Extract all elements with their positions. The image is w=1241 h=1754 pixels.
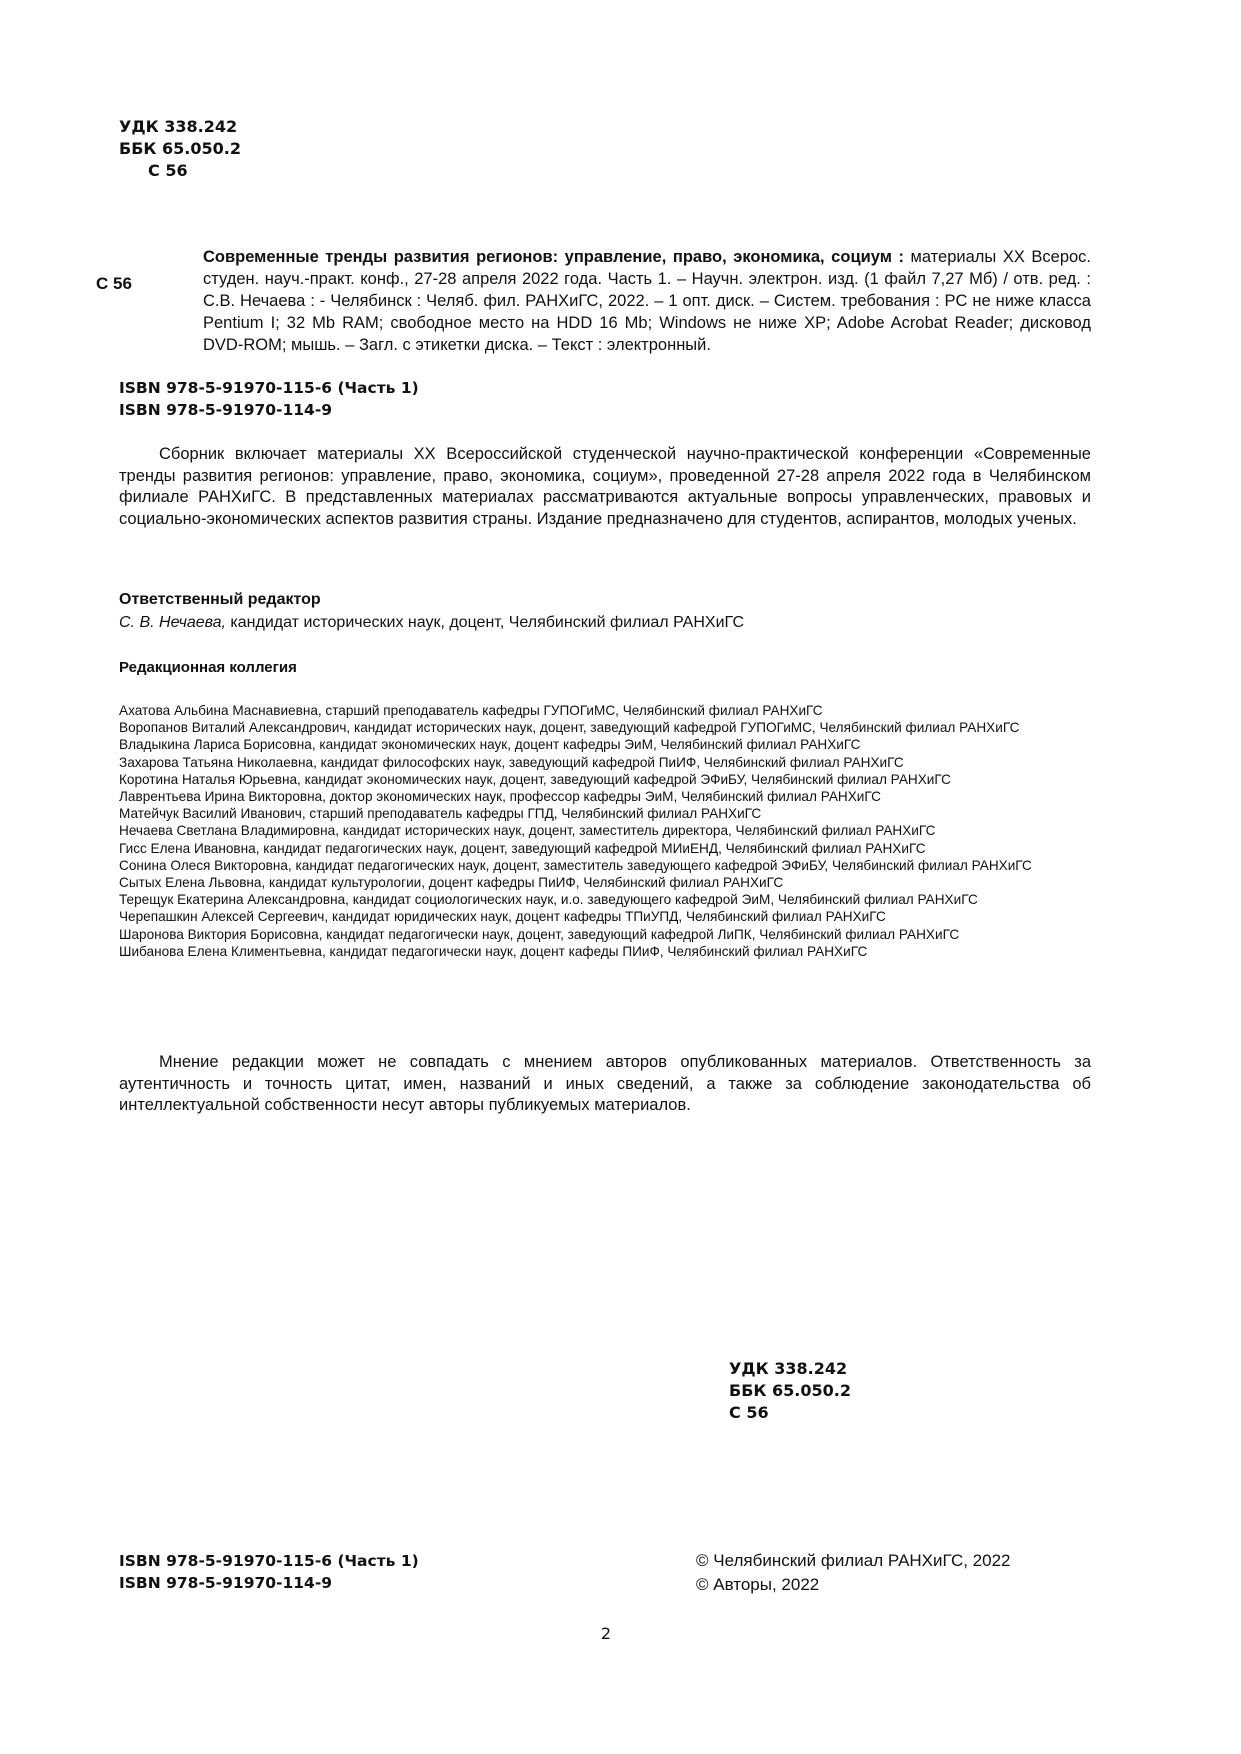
editorial-board-heading: Редакционная коллегия xyxy=(119,659,297,676)
copyright-branch: © Челябинский филиал РАНХиГС, 2022 xyxy=(696,1551,1011,1570)
disclaimer-paragraph: Мнение редакции может не совпадать с мнением авторов опубликованных материалов. Ответственность за аутентичность и точность цитат, имен, названий и иных сведений, а также за соблюдение законодательства об интеллектуальной собственности несут авторы публикуемых материалов. xyxy=(119,1053,1091,1114)
author-mark: С 56 xyxy=(148,161,188,180)
board-member: Сонина Олеся Викторовна, кандидат педагогических наук, доцент, заместитель заведующего кафедрой ЭФиБУ, Челябинский филиал РАНХиГС xyxy=(119,857,1032,873)
author-mark: С 56 xyxy=(729,1403,769,1422)
responsible-editor xyxy=(119,614,744,632)
abstract-paragraph: Сборник включает материалы XX Всероссийской студенческой научно-практической конференции «Современные тренды развития регионов: управление, право, экономика, социум», проведенной 27-28 апреля 2022 года в Челябинском филиале РАНХиГС. В представленных материалах рассматриваются актуальные вопросы управленческих, правовых и социально-экономических аспектов развития страны. Издание предназначено для студентов, аспирантов, молодых ученых. xyxy=(119,445,1091,528)
isbn-top xyxy=(119,377,419,421)
board-member: Захарова Татьяна Николаевна, кандидат философских наук, заведующий кафедрой ПиИФ, Челябинский филиал РАНХиГС xyxy=(119,754,904,770)
footer-classification xyxy=(729,1358,851,1424)
responsible-editor-heading: Ответственный редактор xyxy=(119,591,321,608)
board-member: Шибанова Елена Климентьевна, кандидат педагогически наук, доцент кафеды ПИиФ, Челябинский филиал РАНХиГС xyxy=(119,943,868,959)
bibliographic-description: материалы XX Всерос. студен. науч.-практ. конф., 27-28 апреля 2022 года. Часть 1. – Научн. электрон. изд. (1 файл 7,27 Мб) / отв. ред. : С.В. Нечаева : - Челябинск : Челяб. фил. РАНХиГС, 2022. – 1 опт. диск. – Систем. требования : PC не ниже класса Pentium I; 32 Mb RAM; свободное место на HDD 16 Mb; Windows не ниже XP; Adobe Acrobat Reader; дисковод DVD-ROM; мышь. – Загл. с этикетки диска. – Текст : электронный. xyxy=(203,248,1092,354)
isbn-part: ISBN 978-5-91970-115-6 (Часть 1) xyxy=(119,1552,419,1570)
board-member: Матейчук Василий Иванович, старший преподаватель кафедры ГПД, Челябинский филиал РАНХиГС xyxy=(119,806,762,822)
editorial-board-list xyxy=(119,702,1095,960)
board-member: Воропанов Виталий Александрович, кандидат исторических наук, доцент, заведующий кафедрой ГУПОГиМС, Челябинский филиал РАНХиГС xyxy=(119,720,1020,736)
isbn-part: ISBN 978-5-91970-115-6 (Часть 1) xyxy=(119,379,419,397)
udk-code: УДК 338.242 xyxy=(119,117,238,136)
board-member: Терещук Екатерина Александровна, кандидат социологических наук, и.о. заведующего кафедрой ЭиМ, Челябинский филиал РАНХиГС xyxy=(119,892,978,908)
board-member: Шаронова Виктория Борисовна, кандидат педагогически наук, доцент, заведующий кафедрой ЛиПК, Челябинский филиал РАНХиГС xyxy=(119,926,960,942)
board-member: Ахатова Альбина Маснавиевна, старший преподаватель кафедры ГУПОГиМС, Челябинский филиал РАНХиГС xyxy=(119,703,823,718)
bibliographic-record xyxy=(203,246,1091,356)
header-classification xyxy=(119,116,241,182)
bbk-code: ББК 65.050.2 xyxy=(119,139,241,158)
responsible-editor-details: кандидат исторических наук, доцент, Челябинский филиал РАНХиГС xyxy=(225,614,745,631)
board-member: Коротина Наталья Юрьевна, кандидат экономических наук, доцент, заведующий кафедрой ЭФиБУ, Челябинский филиал РАНХиГС xyxy=(119,771,951,787)
book-title: Современные тренды развития регионов: управление, право, экономика, социум : xyxy=(203,248,904,266)
isbn-general: ISBN 978-5-91970-114-9 xyxy=(119,1574,333,1592)
board-member: Владыкина Лариса Борисовна, кандидат экономических наук, доцент кафедры ЭиМ, Челябинский филиал РАНХиГС xyxy=(119,737,861,753)
isbn-bottom xyxy=(119,1550,419,1594)
udk-code: УДК 338.242 xyxy=(729,1359,848,1378)
board-member: Гисс Елена Ивановна, кандидат педагогических наук, доцент, заведующий кафедрой МИиЕНД, Челябинский филиал РАНХиГС xyxy=(119,840,926,856)
isbn-general: ISBN 978-5-91970-114-9 xyxy=(119,401,333,419)
copyright-authors: © Авторы, 2022 xyxy=(696,1575,820,1594)
board-member: Черепашкин Алексей Сергеевич, кандидат юридических наук, доцент кафедры ТПиУПД, Челябинский филиал РАНХиГС xyxy=(119,909,886,925)
responsible-editor-name: С. В. Нечаева, xyxy=(119,614,226,631)
board-member: Нечаева Светлана Владимировна, кандидат исторических наук, доцент, заместитель директора, Челябинский филиал РАНХиГС xyxy=(119,823,936,839)
bbk-code: ББК 65.050.2 xyxy=(729,1381,851,1400)
copyright-block xyxy=(696,1549,1011,1597)
board-member: Сытых Елена Львовна, кандидат культурологии, доцент кафедры ПиИФ, Челябинский филиал РАНХиГС xyxy=(119,875,784,891)
page-number: 2 xyxy=(600,1624,612,1643)
bibliographic-author-mark: С 56 xyxy=(96,274,132,293)
board-member: Лаврентьева Ирина Викторовна, доктор экономических наук, профессор кафедры ЭиМ, Челябинский филиал РАНХиГС xyxy=(119,789,881,805)
